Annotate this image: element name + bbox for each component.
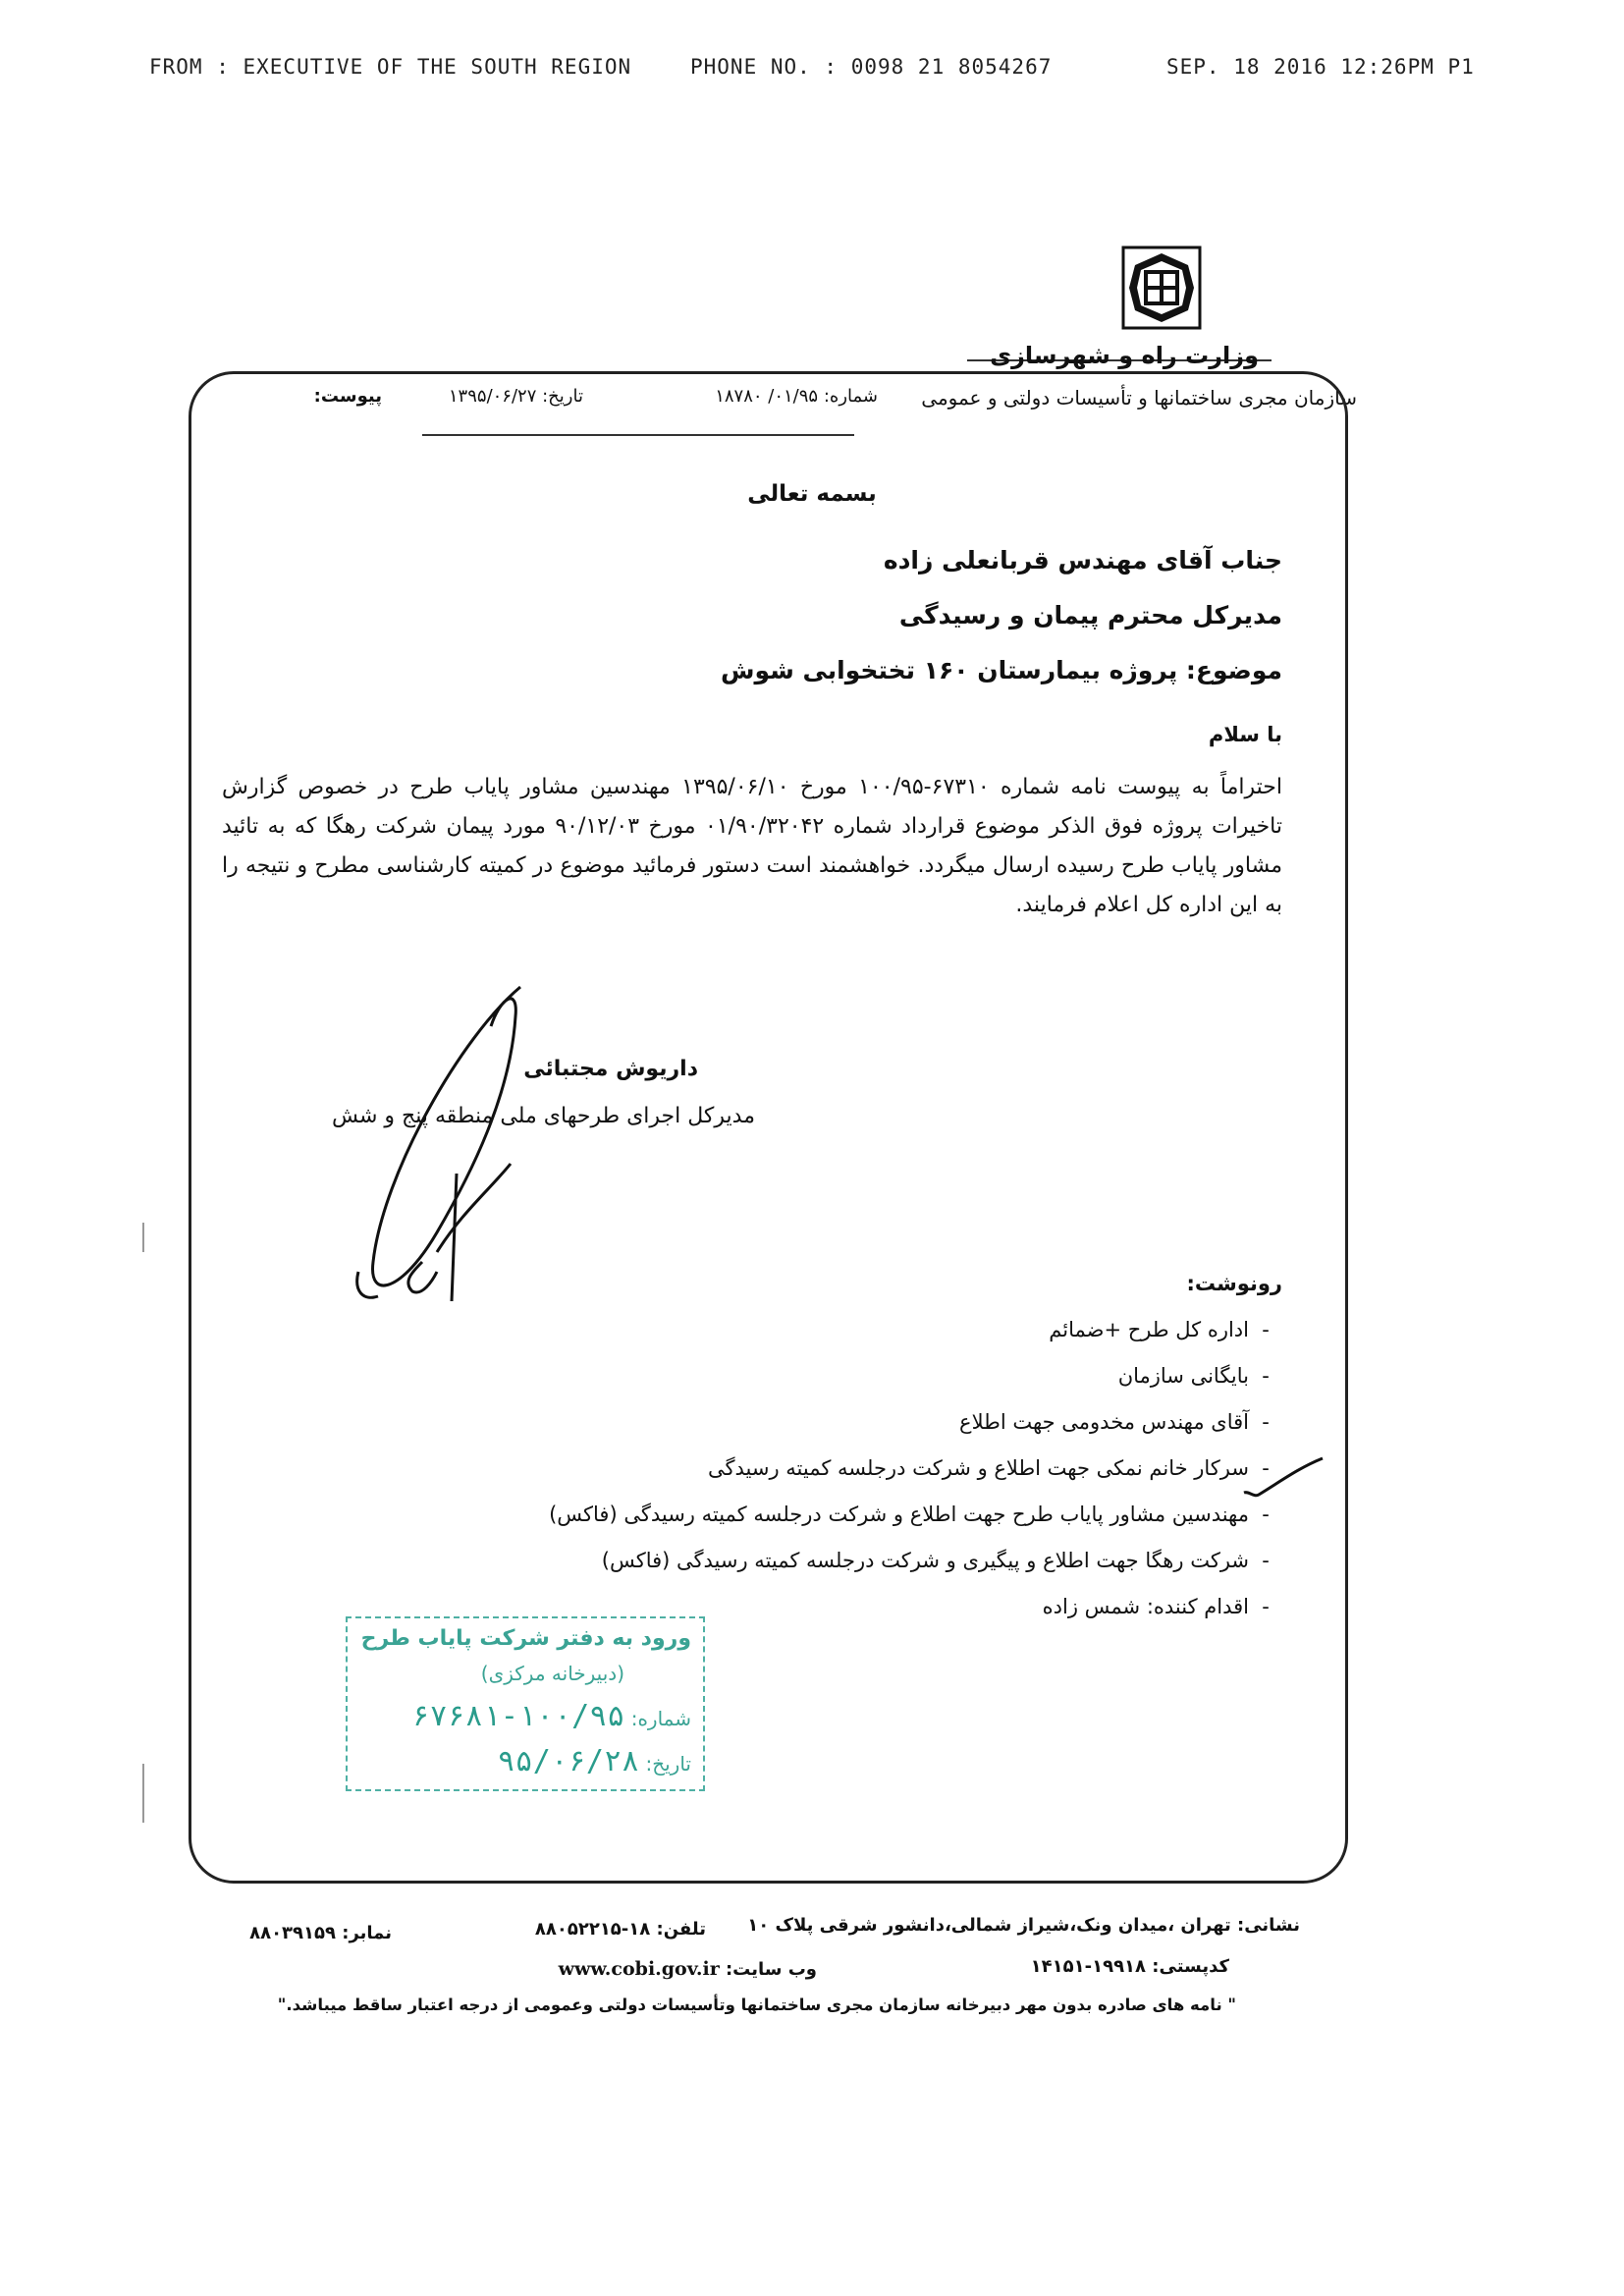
cc-label: رونوشت: xyxy=(1186,1272,1282,1295)
footer-notice: " نامه های صادره بدون مهر دبیرخانه سازمان مجری ساختمانها وتأسیسات دولتی وعمومی از درجه اعتبار ساقط میباشد." xyxy=(277,1995,1236,2014)
footer-website-label: وب سایت: xyxy=(725,1959,817,1980)
signatory-title: مدیرکل اجرای طرحهای ملی منطقه پنج و شش xyxy=(331,1104,755,1128)
greeting: با سلام xyxy=(1208,723,1282,746)
footer-phone: تلفن: ۱۸-۸۸۰۵۲۲۱۵ xyxy=(534,1919,706,1940)
letter-body: احتراماً به پیوست نامه شماره ۶۷۳۱۰-۱۰۰/۹۵ مورخ ۱۳۹۵/۰۶/۱۰ مهندسین مشاور پایاب طرح در خصوص گزارش تاخیرات پروژه فوق الذکر موضوع قرارداد شماره ۰۱/۹۰/۳۲۰۴۲ مورخ ۹۰/۱۲/۰۳ مورد پیمان شرکت رهگا که به تائید مشاور پایاب طرح رسیده ارسال میگردد. خواهشمند است دستور فرمائید موضوع در کمیته کارشناسی مطرح و نتیجه را به این اداره کل اعلام فرمایند. xyxy=(222,775,1282,917)
subject: موضوع: پروژه بیمارستان ۱۶۰ تختخوابی شوش xyxy=(721,656,1282,684)
footer-website xyxy=(559,1958,817,1980)
footer-postal: کدپستی: ۱۹۹۱۸-۱۴۱۵۱ xyxy=(1030,1956,1229,1977)
cc-item: -اداره کل طرح +ضمائم xyxy=(1049,1318,1270,1341)
received-stamp xyxy=(346,1616,705,1791)
stamp-number-value: ۱۰۰/۹۵-۶۷۶۸۱ xyxy=(411,1699,625,1733)
ministry-logo-icon xyxy=(1121,246,1202,330)
handwritten-signature-icon xyxy=(344,977,579,1316)
cc-item: -آقای مهندس مخدومی جهت اطلاع xyxy=(959,1410,1270,1434)
bismillah: بسمه تعالی xyxy=(747,481,877,507)
stamp-title: ورود به دفتر شرکت پایاب طرح xyxy=(360,1626,691,1651)
stamp-number-label: شماره: xyxy=(630,1707,691,1730)
footer-website-url: www.cobi.gov.ir xyxy=(558,1958,720,1980)
fax-date: SEP. 18 2016 12:26PM P1 xyxy=(1166,55,1475,79)
letter-date-value: ۱۳۹۵/۰۶/۲۷ xyxy=(448,386,537,407)
addressee-title: مدیرکل محترم پیمان و رسیدگی xyxy=(898,601,1282,629)
organization-name: سازمان مجری ساختمانها و تأسیسات دولتی و عمومی xyxy=(921,386,1357,410)
letter-number-value: ۰۱/۹۵/ ۱۸۷۸۰ xyxy=(715,386,819,407)
signatory-name: داریوش مجتبائی xyxy=(523,1057,698,1081)
stamp-date-label: تاریخ: xyxy=(645,1752,691,1776)
cc-item: -بایگانی سازمان xyxy=(1117,1364,1270,1388)
ministry-name: وزارت راه و شهرسازی xyxy=(990,342,1259,369)
letter-number-label: شماره: xyxy=(823,386,878,407)
margin-mark xyxy=(142,1223,144,1252)
stamp-date-value: ۹۵/۰۶/۲۸ xyxy=(497,1744,640,1778)
addressee: جناب آقای مهندس قربانعلی زاده xyxy=(883,546,1282,574)
fax-phone: PHONE NO. : 0098 21 8054267 xyxy=(690,55,1053,79)
cc-item: -مهندسین مشاور پایاب طرح جهت اطلاع و شرکت درجلسه کمیته رسیدگی (فاکس) xyxy=(549,1503,1270,1526)
margin-mark xyxy=(142,1764,144,1823)
footer-address: نشانی: تهران ،میدان ونک،شیراز شمالی،دانشور شرقی پلاک ۱۰ xyxy=(747,1915,1300,1936)
cc-item: -اقدام کننده: شمس زاده xyxy=(1042,1595,1270,1618)
fax-from: FROM : EXECUTIVE OF THE SOUTH REGION xyxy=(149,55,632,79)
checkmark-icon xyxy=(1239,1453,1327,1503)
stamp-date xyxy=(498,1744,691,1778)
footer-fax: نمابر: ۸۸۰۳۹۱۵۹ xyxy=(249,1923,392,1943)
cc-item: -شرکت رهگا جهت اطلاع و پیگیری و شرکت درجلسه کمیته رسیدگی (فاکس) xyxy=(601,1549,1270,1572)
stamp-number xyxy=(412,1699,691,1733)
attachment-label: پیوست: xyxy=(313,386,382,407)
stamp-subtitle: (دبیرخانه مرکزی) xyxy=(480,1662,624,1685)
cc-item: -سرکار خانم نمکی جهت اطلاع و شرکت درجلسه کمیته رسیدگی xyxy=(707,1456,1270,1480)
letter-date-label: تاریخ: xyxy=(542,386,583,407)
